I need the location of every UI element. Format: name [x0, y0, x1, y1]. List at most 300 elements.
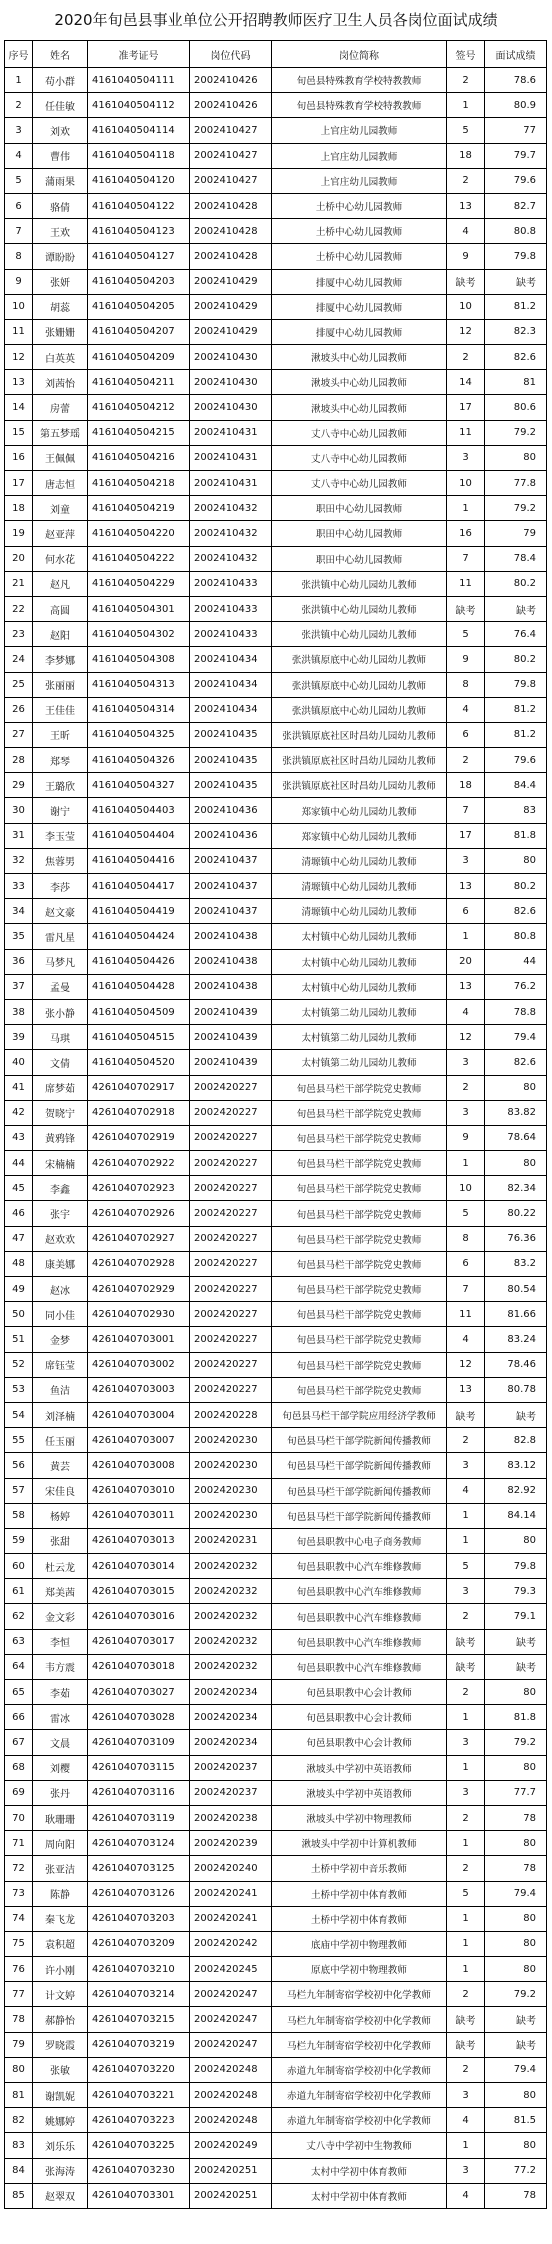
candidate-name: 苟小群: [33, 68, 88, 93]
row-index: 51: [5, 1327, 33, 1352]
position-code: 2002420247: [190, 2032, 272, 2057]
position-code: 2002410435: [190, 748, 272, 773]
lot-number: 9: [447, 244, 485, 269]
position-code: 2002410434: [190, 697, 272, 722]
interview-score: 82.3: [485, 319, 547, 344]
row-index: 23: [5, 622, 33, 647]
table-row: [5, 1680, 547, 1705]
lot-number: 1: [447, 93, 485, 118]
position-name: 旬邑县马栏干部学院党史教师: [272, 1302, 447, 1327]
ticket-number: 4261040703003: [88, 1377, 190, 1402]
lot-number: 13: [447, 193, 485, 218]
lot-number: 3: [447, 1579, 485, 1604]
ticket-number: 4261040703007: [88, 1428, 190, 1453]
lot-number: 1: [447, 2133, 485, 2158]
position-name: 丈八寺中心幼儿园教师: [272, 420, 447, 445]
ticket-number: 4261040703014: [88, 1554, 190, 1579]
row-index: 67: [5, 1730, 33, 1755]
table-row: [5, 496, 547, 521]
position-code: 2002420241: [190, 1881, 272, 1906]
ticket-number: 4161040504123: [88, 219, 190, 244]
row-index: 73: [5, 1881, 33, 1906]
table-row: [5, 1906, 547, 1931]
interview-score: 77.7: [485, 1780, 547, 1805]
row-index: 32: [5, 848, 33, 873]
interview-score: 79.2: [485, 496, 547, 521]
ticket-number: 4161040504211: [88, 370, 190, 395]
position-code: 2002420227: [190, 1176, 272, 1201]
position-name: 土桥中心幼儿园教师: [272, 193, 447, 218]
ticket-number: 4261040703004: [88, 1402, 190, 1427]
table-row: [5, 345, 547, 370]
candidate-name: 刘童: [33, 496, 88, 521]
ticket-number: 4261040702928: [88, 1251, 190, 1276]
position-name: 职田中心幼儿园教师: [272, 521, 447, 546]
lot-number: 13: [447, 874, 485, 899]
lot-number: 18: [447, 773, 485, 798]
lot-number: 3: [447, 1780, 485, 1805]
interview-score: 82.6: [485, 1050, 547, 1075]
position-name: 旬邑县马栏干部学院党史教师: [272, 1176, 447, 1201]
ticket-number: 4261040703015: [88, 1579, 190, 1604]
row-index: 5: [5, 168, 33, 193]
position-name: 旬邑县马栏干部学院新闻传播教师: [272, 1453, 447, 1478]
interview-score: 77.2: [485, 2158, 547, 2183]
interview-score: 80: [485, 1680, 547, 1705]
candidate-name: 贺晓宁: [33, 1100, 88, 1125]
lot-number: 4: [447, 2108, 485, 2133]
position-name: 旬邑县特殊教育学校特教教师: [272, 68, 447, 93]
position-code: 2002420247: [190, 2007, 272, 2032]
interview-score: 79: [485, 521, 547, 546]
interview-score: 82.7: [485, 193, 547, 218]
table-row: [5, 546, 547, 571]
candidate-name: 谢宁: [33, 798, 88, 823]
candidate-name: 曹伟: [33, 143, 88, 168]
candidate-name: 耿珊珊: [33, 1805, 88, 1830]
interview-score: 80: [485, 1151, 547, 1176]
lot-number: 2: [447, 1680, 485, 1705]
position-name: 清塬镇中心幼儿园幼儿教师: [272, 899, 447, 924]
position-name: 赤道九年制寄宿学校初中化学教师: [272, 2057, 447, 2082]
candidate-name: 罗晓霞: [33, 2032, 88, 2057]
interview-score: 84.14: [485, 1503, 547, 1528]
position-code: 2002420238: [190, 1805, 272, 1830]
table-row: [5, 1402, 547, 1427]
candidate-name: 金梦: [33, 1327, 88, 1352]
row-index: 55: [5, 1428, 33, 1453]
table-row: [5, 2057, 547, 2082]
candidate-name: 李恒: [33, 1629, 88, 1654]
lot-number: 8: [447, 1226, 485, 1251]
position-code: 2002410429: [190, 294, 272, 319]
lot-number: 4: [447, 2183, 485, 2208]
lot-number: 11: [447, 420, 485, 445]
table-row: [5, 1528, 547, 1553]
position-name: 排厦中心幼儿园教师: [272, 269, 447, 294]
position-code: 2002410438: [190, 949, 272, 974]
candidate-name: 谭盼盼: [33, 244, 88, 269]
table-row: [5, 899, 547, 924]
lot-number: 9: [447, 647, 485, 672]
ticket-number: 4161040504220: [88, 521, 190, 546]
interview-score: 78: [485, 1805, 547, 1830]
table-row: [5, 445, 547, 470]
row-index: 36: [5, 949, 33, 974]
ticket-number: 4261040703119: [88, 1805, 190, 1830]
interview-score: 80.2: [485, 874, 547, 899]
row-index: 6: [5, 193, 33, 218]
position-name: 旬邑县职教中心会计教师: [272, 1680, 447, 1705]
position-code: 2002420232: [190, 1654, 272, 1679]
position-code: 2002420232: [190, 1629, 272, 1654]
lot-number: 3: [447, 848, 485, 873]
row-index: 43: [5, 1125, 33, 1150]
candidate-name: 张丹: [33, 1780, 88, 1805]
interview-score: 80.6: [485, 395, 547, 420]
table-row: [5, 2108, 547, 2133]
position-code: 2002420228: [190, 1402, 272, 1427]
interview-score: 80: [485, 1755, 547, 1780]
interview-score: 80: [485, 1957, 547, 1982]
ticket-number: 4261040703017: [88, 1629, 190, 1654]
candidate-name: 李莎: [33, 874, 88, 899]
position-name: 太村镇中心幼儿园幼儿教师: [272, 974, 447, 999]
interview-score: 80: [485, 1528, 547, 1553]
position-name: 太村镇第二幼儿园幼儿教师: [272, 1025, 447, 1050]
lot-number: 2: [447, 1604, 485, 1629]
ticket-number: 4161040504218: [88, 471, 190, 496]
lot-number: 2: [447, 168, 485, 193]
candidate-name: 张妍: [33, 269, 88, 294]
page-title: 2020年旬邑县事业单位公开招聘教师医疗卫生人员各岗位面试成绩: [54, 11, 498, 29]
position-code: 2002410428: [190, 193, 272, 218]
position-name: 职田中心幼儿园教师: [272, 496, 447, 521]
table-row: [5, 1201, 547, 1226]
position-code: 2002410427: [190, 168, 272, 193]
lot-number: 7: [447, 798, 485, 823]
row-index: 40: [5, 1050, 33, 1075]
interview-score: 80: [485, 2133, 547, 2158]
row-index: 29: [5, 773, 33, 798]
lot-number: 1: [447, 1503, 485, 1528]
table-row: [5, 647, 547, 672]
interview-score: 83.2: [485, 1251, 547, 1276]
position-name: 土桥中心幼儿园教师: [272, 219, 447, 244]
position-code: 2002410432: [190, 496, 272, 521]
position-name: 张洪镇原底中心幼儿园幼儿教师: [272, 697, 447, 722]
row-index: 48: [5, 1251, 33, 1276]
table-row: [5, 471, 547, 496]
ticket-number: 4261040702923: [88, 1176, 190, 1201]
lot-number: 11: [447, 571, 485, 596]
row-index: 39: [5, 1025, 33, 1050]
position-code: 2002410439: [190, 1025, 272, 1050]
position-name: 旬邑县马栏干部学院新闻传播教师: [272, 1478, 447, 1503]
lot-number: 17: [447, 823, 485, 848]
position-code: 2002420227: [190, 1151, 272, 1176]
table-row: [5, 1705, 547, 1730]
lot-number: 1: [447, 924, 485, 949]
interview-score: 80.2: [485, 647, 547, 672]
ticket-number: 4161040504308: [88, 647, 190, 672]
candidate-name: 刘乐乐: [33, 2133, 88, 2158]
candidate-name: 张亚洁: [33, 1856, 88, 1881]
table-row: [5, 193, 547, 218]
interview-score: 80: [485, 848, 547, 873]
lot-number: 4: [447, 999, 485, 1024]
lot-number: 14: [447, 370, 485, 395]
table-row: [5, 1075, 547, 1100]
candidate-name: 席梦茹: [33, 1075, 88, 1100]
row-index: 8: [5, 244, 33, 269]
ticket-number: 4261040703221: [88, 2083, 190, 2108]
candidate-name: 杜云龙: [33, 1554, 88, 1579]
lot-number: 5: [447, 622, 485, 647]
ticket-number: 4261040703225: [88, 2133, 190, 2158]
lot-number: 缺考: [447, 596, 485, 621]
position-code: 2002410436: [190, 823, 272, 848]
ticket-number: 4161040504404: [88, 823, 190, 848]
ticket-number: 4161040504327: [88, 773, 190, 798]
ticket-number: 4261040703215: [88, 2007, 190, 2032]
ticket-number: 4261040702917: [88, 1075, 190, 1100]
lot-number: 8: [447, 672, 485, 697]
position-code: 2002420232: [190, 1604, 272, 1629]
position-code: 2002410434: [190, 672, 272, 697]
candidate-name: 文倩: [33, 1050, 88, 1075]
lot-number: 2: [447, 68, 485, 93]
lot-number: 3: [447, 1050, 485, 1075]
ticket-number: 4161040504426: [88, 949, 190, 974]
header-ticket: 准考证号: [88, 41, 190, 68]
ticket-number: 4161040504112: [88, 93, 190, 118]
candidate-name: 赵凡: [33, 571, 88, 596]
interview-score: 82.8: [485, 1428, 547, 1453]
lot-number: 缺考: [447, 1654, 485, 1679]
position-code: 2002410435: [190, 722, 272, 747]
lot-number: 17: [447, 395, 485, 420]
table-row: [5, 571, 547, 596]
interview-score: 79.2: [485, 420, 547, 445]
position-code: 2002410426: [190, 68, 272, 93]
position-code: 2002410437: [190, 848, 272, 873]
ticket-number: 4261040702919: [88, 1125, 190, 1150]
lot-number: 缺考: [447, 1402, 485, 1427]
lot-number: 1: [447, 1957, 485, 1982]
position-code: 2002420240: [190, 1856, 272, 1881]
table-row: [5, 1151, 547, 1176]
row-index: 83: [5, 2133, 33, 2158]
interview-score: 78.46: [485, 1352, 547, 1377]
table-row: [5, 622, 547, 647]
position-code: 2002410427: [190, 143, 272, 168]
table-row: [5, 1755, 547, 1780]
row-index: 18: [5, 496, 33, 521]
position-name: 马栏九年制寄宿学校初中化学教师: [272, 2032, 447, 2057]
position-name: 旬邑县职教中心汽车维修教师: [272, 1654, 447, 1679]
candidate-name: 骆倩: [33, 193, 88, 218]
header-position-name: 岗位简称: [272, 41, 447, 68]
table-row: [5, 1327, 547, 1352]
position-name: 太村镇第二幼儿园幼儿教师: [272, 1050, 447, 1075]
row-index: 9: [5, 269, 33, 294]
ticket-number: 4161040504222: [88, 546, 190, 571]
position-code: 2002420232: [190, 1554, 272, 1579]
position-code: 2002420247: [190, 1982, 272, 2007]
interview-score: 83.12: [485, 1453, 547, 1478]
interview-score: 80: [485, 445, 547, 470]
row-index: 34: [5, 899, 33, 924]
row-index: 42: [5, 1100, 33, 1125]
row-index: 10: [5, 294, 33, 319]
candidate-name: 蒲雨果: [33, 168, 88, 193]
position-code: 2002410426: [190, 93, 272, 118]
position-name: 旬邑县马栏干部学院党史教师: [272, 1327, 447, 1352]
row-index: 1: [5, 68, 33, 93]
position-name: 清塬镇中心幼儿园幼儿教师: [272, 848, 447, 873]
candidate-name: 高圆: [33, 596, 88, 621]
table-row: [5, 1654, 547, 1679]
interview-score: 80.78: [485, 1377, 547, 1402]
table-row: [5, 1176, 547, 1201]
interview-score: 77: [485, 118, 547, 143]
ticket-number: 4261040703124: [88, 1831, 190, 1856]
lot-number: 10: [447, 471, 485, 496]
position-code: 2002420227: [190, 1277, 272, 1302]
row-index: 60: [5, 1554, 33, 1579]
position-name: 张洪镇原底中心幼儿园幼儿教师: [272, 672, 447, 697]
row-index: 21: [5, 571, 33, 596]
row-index: 64: [5, 1654, 33, 1679]
ticket-number: 4161040504111: [88, 68, 190, 93]
position-name: 旬邑县马栏干部学院党史教师: [272, 1277, 447, 1302]
position-name: 丈八寺中心幼儿园教师: [272, 445, 447, 470]
table-row: [5, 1226, 547, 1251]
ticket-number: 4261040703027: [88, 1680, 190, 1705]
interview-score: 79.4: [485, 1025, 547, 1050]
ticket-number: 4161040504219: [88, 496, 190, 521]
table-row: [5, 2133, 547, 2158]
ticket-number: 4161040504417: [88, 874, 190, 899]
lot-number: 2: [447, 748, 485, 773]
ticket-number: 4161040504215: [88, 420, 190, 445]
ticket-number: 4261040703210: [88, 1957, 190, 1982]
position-name: 张洪镇原底社区时昌幼儿园幼儿教师: [272, 722, 447, 747]
position-code: 2002420227: [190, 1075, 272, 1100]
position-code: 2002410436: [190, 798, 272, 823]
lot-number: 3: [447, 445, 485, 470]
interview-score: 79.6: [485, 168, 547, 193]
position-name: 张洪镇原底中心幼儿园幼儿教师: [272, 647, 447, 672]
ticket-number: 4161040504419: [88, 899, 190, 924]
row-index: 4: [5, 143, 33, 168]
interview-score: 79.3: [485, 1579, 547, 1604]
position-code: 2002420248: [190, 2108, 272, 2133]
ticket-number: 4161040504120: [88, 168, 190, 193]
table-row: [5, 168, 547, 193]
lot-number: 3: [447, 1730, 485, 1755]
lot-number: 6: [447, 722, 485, 747]
lot-number: 3: [447, 2083, 485, 2108]
ticket-number: 4261040703125: [88, 1856, 190, 1881]
ticket-number: 4261040702927: [88, 1226, 190, 1251]
position-name: 赤道九年制寄宿学校初中化学教师: [272, 2108, 447, 2133]
row-index: 28: [5, 748, 33, 773]
candidate-name: 任佳敏: [33, 93, 88, 118]
position-code: 2002420241: [190, 1906, 272, 1931]
ticket-number: 4161040504205: [88, 294, 190, 319]
ticket-number: 4161040504416: [88, 848, 190, 873]
table-row: [5, 1579, 547, 1604]
table-row: [5, 395, 547, 420]
interview-score: 78: [485, 1856, 547, 1881]
table-row: [5, 521, 547, 546]
row-index: 27: [5, 722, 33, 747]
position-name: 旬邑县职教中心电子商务教师: [272, 1528, 447, 1553]
candidate-name: 第五梦瑶: [33, 420, 88, 445]
ticket-number: 4161040504114: [88, 118, 190, 143]
ticket-number: 4161040504428: [88, 974, 190, 999]
position-name: 旬邑县马栏干部学院新闻传播教师: [272, 1428, 447, 1453]
position-name: 土桥中学初中音乐教师: [272, 1856, 447, 1881]
interview-score: 79.6: [485, 748, 547, 773]
ticket-number: 4261040703109: [88, 1730, 190, 1755]
candidate-name: 谢凯妮: [33, 2083, 88, 2108]
interview-score: 84.4: [485, 773, 547, 798]
table-body: [5, 68, 547, 2209]
lot-number: 5: [447, 1554, 485, 1579]
interview-score: 81.2: [485, 697, 547, 722]
position-name: 张洪镇中心幼儿园幼儿教师: [272, 596, 447, 621]
table-row: [5, 1025, 547, 1050]
ticket-number: 4261040703223: [88, 2108, 190, 2133]
interview-score: 82.6: [485, 345, 547, 370]
table-row: [5, 874, 547, 899]
candidate-name: 刘泽楠: [33, 1402, 88, 1427]
position-name: 湫坡头中学初中英语教师: [272, 1780, 447, 1805]
position-code: 2002410428: [190, 244, 272, 269]
position-code: 2002420230: [190, 1478, 272, 1503]
position-code: 2002420227: [190, 1125, 272, 1150]
candidate-name: 宋楠楠: [33, 1151, 88, 1176]
candidate-name: 周向阳: [33, 1831, 88, 1856]
position-code: 2002410439: [190, 1050, 272, 1075]
position-code: 2002410431: [190, 471, 272, 496]
interview-score: 76.2: [485, 974, 547, 999]
lot-number: 16: [447, 521, 485, 546]
table-row: [5, 68, 547, 93]
ticket-number: 4261040703301: [88, 2183, 190, 2208]
table-row: [5, 1302, 547, 1327]
interview-score: 80: [485, 1906, 547, 1931]
interview-score: 80: [485, 1931, 547, 1956]
position-name: 太村中学初中体育教师: [272, 2183, 447, 2208]
ticket-number: 4161040504326: [88, 748, 190, 773]
lot-number: 7: [447, 546, 485, 571]
row-index: 69: [5, 1780, 33, 1805]
candidate-name: 王欢: [33, 219, 88, 244]
candidate-name: 鱼洁: [33, 1377, 88, 1402]
table-row: [5, 219, 547, 244]
interview-score: 81.5: [485, 2108, 547, 2133]
table-row: [5, 1125, 547, 1150]
position-name: 原底中学初中物理教师: [272, 1957, 447, 1982]
candidate-name: 张小静: [33, 999, 88, 1024]
candidate-name: 李茹: [33, 1680, 88, 1705]
interview-score: 82.92: [485, 1478, 547, 1503]
candidate-name: 赵文豪: [33, 899, 88, 924]
